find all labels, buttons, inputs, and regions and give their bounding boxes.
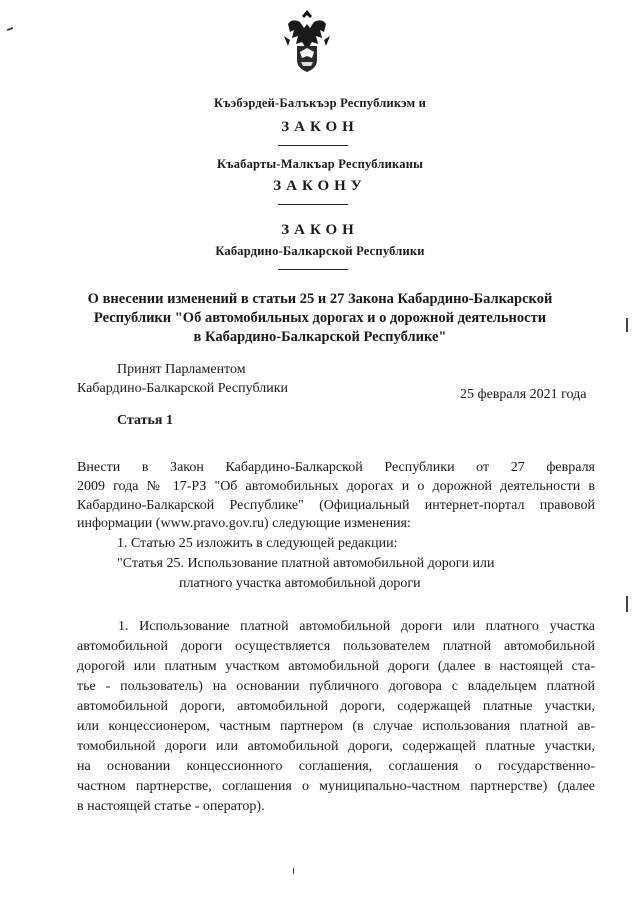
header-divider-3 (278, 269, 348, 270)
article-heading: Статья 1 (117, 413, 173, 428)
item-1: 1. Статью 25 изложить в следующей редакции: (117, 536, 398, 551)
new-article-heading-1: "Статья 25. Использование платной автомобильной дороги или (117, 556, 495, 571)
intro-line-3: Кабардино-Балкарской Республике" (Официальный интернет-портал правовой (77, 498, 595, 513)
header-word-zakon-1: ЗАКОН (281, 119, 359, 135)
paragraph-line-5: автомобильной дороги, автомобильной дороги, содержащей платные участки, (77, 699, 595, 714)
paragraph-line-3: дорогой или платным участком автомобильной дороги (далее в настоящей ста- (77, 659, 595, 674)
intro-line-4: информации (www.pravo.gov.ru) следующие изменения: (77, 516, 411, 531)
paragraph-line-2: автомобильной дороги осуществляется пользователем платной автомобильной (77, 639, 595, 654)
law-title-line-3: в Кабардино-Балкарской Республике" (193, 329, 447, 345)
paragraph-line-6: или концессионером, частным партнером (в случае использования платной ав- (77, 719, 595, 734)
paragraph-line-8: на основании концессионного соглашения, соглашения о государственно- (77, 759, 595, 774)
scan-speck (626, 318, 628, 332)
adoption-date: 25 февраля 2021 года (460, 387, 587, 402)
header-balkar-line: Къабарты-Малкъар Республиканы (216, 157, 424, 171)
coat-of-arms-icon (282, 6, 332, 76)
scan-speck (293, 868, 294, 874)
adopted-by-line: Принят Парламентом (117, 362, 246, 377)
intro-line-1: Внести в Закон Кабардино-Балкарской Республики от 27 февраля (77, 460, 595, 475)
law-title-line-2: Республики "Об автомобильных дорогах и о дорожной деятельности (93, 310, 547, 326)
header-divider-1 (278, 145, 348, 146)
paragraph-line-10: в настоящей статье - оператор). (77, 799, 265, 814)
header-word-zakonu: ЗАКОНУ (273, 178, 367, 194)
paragraph-line-7: томобильной дороги или автомобильной дороги, содержащей платные участки, (77, 739, 595, 754)
paragraph-line-4: тье - пользователь) на основании публичного договора с владельцем платной (77, 679, 595, 694)
paragraph-line-9: частном партнерстве, соглашения о муниципально-частном партнерстве) (далее (77, 779, 595, 794)
adopted-by-parliament: Кабардино-Балкарской Республики (77, 381, 288, 396)
header-divider-2 (278, 204, 348, 205)
header-kabardian-line: Къэбэрдей-Балъкъэр Республикэм и (213, 96, 427, 110)
scan-speck (7, 27, 13, 31)
header-russian-line: Кабардино-Балкарской Республики (215, 244, 425, 258)
intro-line-2: 2009 года № 17-РЗ "Об автомобильных дорогах и о дорожной деятельности в (77, 479, 595, 494)
new-article-heading-2: платного участка автомобильной дороги (179, 576, 421, 591)
header-word-zakon-2: ЗАКОН (281, 222, 359, 238)
law-title-line-1: О внесении изменений в статьи 25 и 27 Закона Кабардино-Балкарской (87, 291, 553, 307)
paragraph-line-1: 1. Использование платной автомобильной дороги или платного участка (118, 619, 595, 634)
scan-speck (626, 596, 628, 612)
